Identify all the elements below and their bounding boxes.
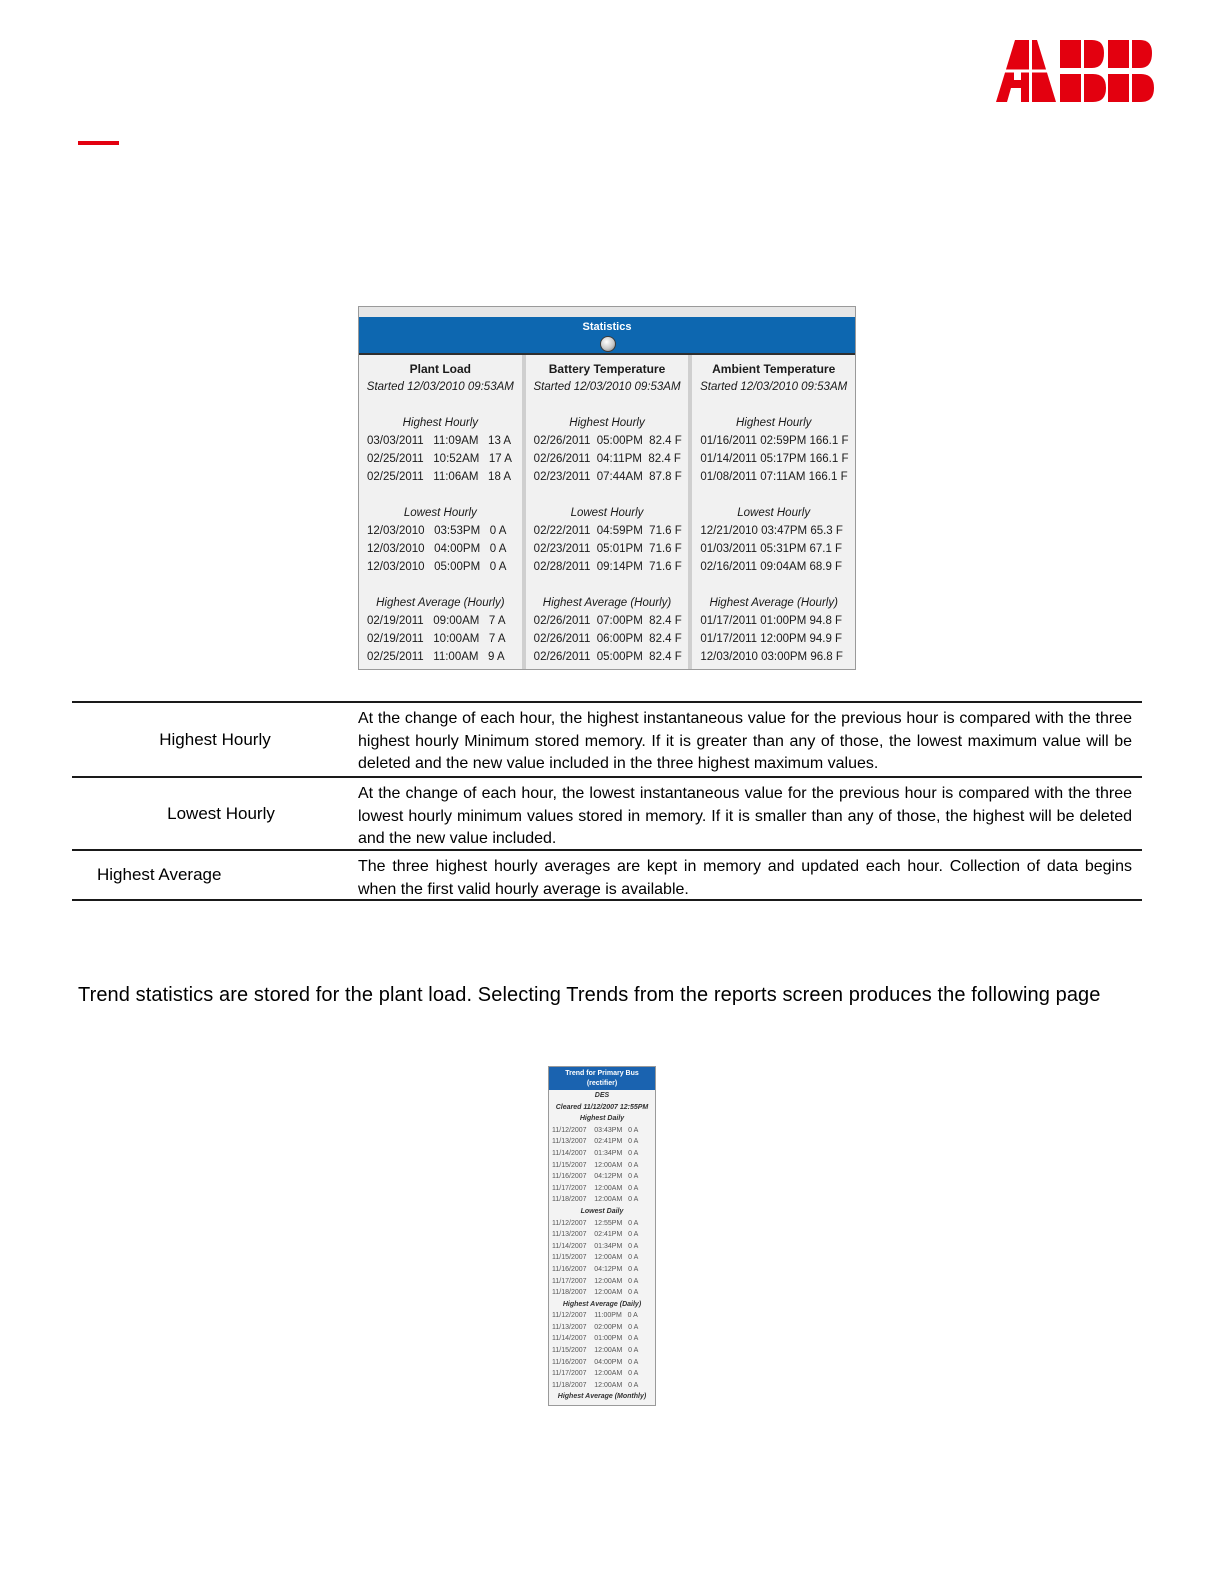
- trend-row: 11/18/2007 12:00AM 0 A: [552, 1289, 639, 1297]
- stat-row: 02/28/2011 09:14PM 71.6 F: [533, 561, 682, 573]
- stat-row: 12/03/2010 05:00PM 0 A: [367, 561, 507, 573]
- stat-row: 12/21/2010 03:47PM 65.3 F: [700, 525, 843, 537]
- stat-row: 01/16/2011 02:59PM 166.1 F: [700, 435, 849, 447]
- trend-row: 11/16/2007 04:12PM 0 A: [552, 1173, 639, 1181]
- stat-row: 02/26/2011 05:00PM 82.4 F: [533, 651, 682, 663]
- trend-des: DES: [594, 1092, 610, 1099]
- stat-row: 12/03/2010 03:00PM 96.8 F: [700, 651, 843, 663]
- stat-row: 12/03/2010 04:00PM 0 A: [367, 543, 507, 555]
- definition-text: The three highest hourly averages are kept in memory and updated each hour. Collection of data begins when the first valid hourly average is available.: [358, 858, 1132, 898]
- stat-row: 02/26/2011 04:11PM 82.4 F: [533, 453, 681, 465]
- definition-row-highest-average: [72, 849, 1142, 901]
- stat-row: 02/25/2011 11:00AM 9 A: [367, 651, 505, 663]
- highest-average-monthly-label: Highest Average (Monthly): [557, 1393, 647, 1401]
- stat-row: 02/23/2011 05:01PM 71.6 F: [533, 543, 682, 555]
- highest-hourly-label: Highest Hourly: [735, 417, 812, 429]
- stat-row: 02/26/2011 07:00PM 82.4 F: [533, 615, 682, 627]
- definition-row-lowest-hourly: [72, 776, 1142, 849]
- lowest-hourly-label: Lowest Hourly: [403, 507, 477, 519]
- highest-daily-label: Highest Daily: [579, 1115, 625, 1123]
- trend-row: 11/13/2007 02:00PM 0 A: [552, 1323, 639, 1331]
- trend-row: 11/13/2007 02:41PM 0 A: [552, 1138, 639, 1146]
- trend-row: 11/15/2007 12:00AM 0 A: [552, 1254, 639, 1262]
- definition-text: At the change of each hour, the lowest instantaneous value for the previous hour is compared with the three lowest hourly minimum values stored in memory. If it is smaller than any of those, the highest will be deleted and the new value included.: [358, 785, 1132, 847]
- stat-row: 02/22/2011 04:59PM 71.6 F: [533, 525, 682, 537]
- trend-row: 11/14/2007 01:00PM 0 A: [552, 1335, 639, 1343]
- lowest-hourly-label: Lowest Hourly: [737, 507, 811, 519]
- column-started: Started 12/03/2010 09:53AM: [533, 381, 681, 393]
- accent-rule: [78, 141, 119, 145]
- stat-row: 02/19/2011 09:00AM 7 A: [367, 615, 506, 627]
- statistics-columns: [359, 355, 855, 669]
- column-title: Plant Load: [409, 362, 471, 376]
- highest-hourly-label: Highest Hourly: [402, 417, 479, 429]
- statistics-topbar: [359, 307, 855, 317]
- statistics-screenshot: [358, 306, 856, 670]
- trend-row: 11/15/2007 12:00AM 0 A: [552, 1161, 639, 1169]
- trend-row: 11/18/2007 12:00AM 0 A: [552, 1196, 639, 1204]
- column-title: Ambient Temperature: [712, 362, 836, 376]
- trend-row: 11/17/2007 12:00AM 0 A: [552, 1184, 639, 1192]
- ambient-temperature-column: [692, 355, 855, 669]
- trend-row: 11/13/2007 02:41PM 0 A: [552, 1231, 639, 1239]
- trend-title: Trend for Primary Bus: [565, 1070, 639, 1077]
- globe-icon[interactable]: [600, 336, 616, 352]
- statistics-header: [359, 317, 855, 355]
- stat-row: 02/26/2011 06:00PM 82.4 F: [533, 633, 682, 645]
- abb-logo: [996, 40, 1154, 102]
- stat-row: 01/03/2011 05:31PM 67.1 F: [700, 543, 843, 555]
- trend-row: 11/14/2007 01:34PM 0 A: [552, 1242, 639, 1250]
- body-paragraph: Trend statistics are stored for the plant load. Selecting Trends from the reports screen produces the following page: [78, 984, 1101, 1006]
- lowest-hourly-label: Lowest Hourly: [570, 507, 644, 519]
- stat-row: 02/23/2011 07:44AM 87.8 F: [533, 471, 682, 483]
- plant-load-column: [359, 355, 522, 669]
- stat-row: 02/26/2011 05:00PM 82.4 F: [533, 435, 682, 447]
- stat-row: 12/03/2010 03:53PM 0 A: [367, 525, 507, 537]
- trend-header: [549, 1067, 655, 1090]
- highest-hourly-label: Highest Hourly: [569, 417, 645, 429]
- column-title: Battery Temperature: [548, 362, 666, 376]
- stat-row: 02/25/2011 10:52AM 17 A: [367, 453, 512, 465]
- trend-row: 11/18/2007 12:00AM 0 A: [552, 1381, 639, 1389]
- stat-row: 01/14/2011 05:17PM 166.1 F: [700, 453, 849, 465]
- definition-term: Highest Hourly: [159, 729, 271, 749]
- stat-row: 01/08/2011 07:11AM 166.1 F: [700, 471, 848, 483]
- lowest-daily-label: Lowest Daily: [580, 1207, 624, 1215]
- battery-temperature-column: [526, 355, 689, 669]
- statistics-title: Statistics: [582, 321, 632, 333]
- column-started: Started 12/03/2010 09:53AM: [700, 381, 848, 393]
- highest-average-daily-label: Highest Average (Daily): [562, 1300, 642, 1308]
- highest-average-label: Highest Average (Hourly): [376, 597, 505, 609]
- definition-term: Highest Average: [97, 865, 222, 884]
- definition-term: Lowest Hourly: [167, 803, 275, 823]
- stat-row: 01/17/2011 01:00PM 94.8 F: [700, 615, 843, 627]
- column-started: Started 12/03/2010 09:53AM: [366, 381, 514, 393]
- trend-subtitle: (rectifier): [586, 1080, 618, 1087]
- definition-row-highest-hourly: [72, 701, 1142, 776]
- trend-screenshot: [548, 1066, 656, 1406]
- trend-row: 11/16/2007 04:00PM 0 A: [552, 1358, 639, 1366]
- definition-text: At the change of each hour, the highest instantaneous value for the previous hour is compared with the three highest hourly Minimum stored memory. If it is greater than any of those, the lowest maximum value will be deleted and the new value included in the three highest maximum values.: [358, 710, 1132, 772]
- trend-row: 11/12/2007 03:43PM 0 A: [552, 1126, 639, 1134]
- stat-row: 02/19/2011 10:00AM 7 A: [367, 633, 506, 645]
- stat-row: 02/16/2011 09:04AM 68.9 F: [700, 561, 843, 573]
- highest-average-label: Highest Average (Hourly): [542, 597, 672, 609]
- trend-row: 11/12/2007 12:55PM 0 A: [552, 1219, 639, 1227]
- abb-logo-graphic: [996, 40, 1154, 102]
- trend-row: 11/16/2007 04:12PM 0 A: [552, 1265, 639, 1273]
- highest-average-label: Highest Average (Hourly): [709, 597, 838, 609]
- stat-row: 03/03/2011 11:09AM 13 A: [367, 435, 512, 447]
- stat-row: 01/17/2011 12:00PM 94.9 F: [700, 633, 843, 645]
- trend-cleared: Cleared 11/12/2007 12:55PM: [555, 1103, 649, 1111]
- trend-row: 11/17/2007 12:00AM 0 A: [552, 1277, 639, 1285]
- definitions-table: [72, 701, 1142, 901]
- trend-row: 11/14/2007 01:34PM 0 A: [552, 1149, 639, 1157]
- trend-row: 11/12/2007 11:00PM 0 A: [552, 1312, 638, 1320]
- trend-row: 11/15/2007 12:00AM 0 A: [552, 1347, 639, 1355]
- trend-row: 11/17/2007 12:00AM 0 A: [552, 1370, 639, 1378]
- stat-row: 02/25/2011 11:06AM 18 A: [367, 471, 512, 483]
